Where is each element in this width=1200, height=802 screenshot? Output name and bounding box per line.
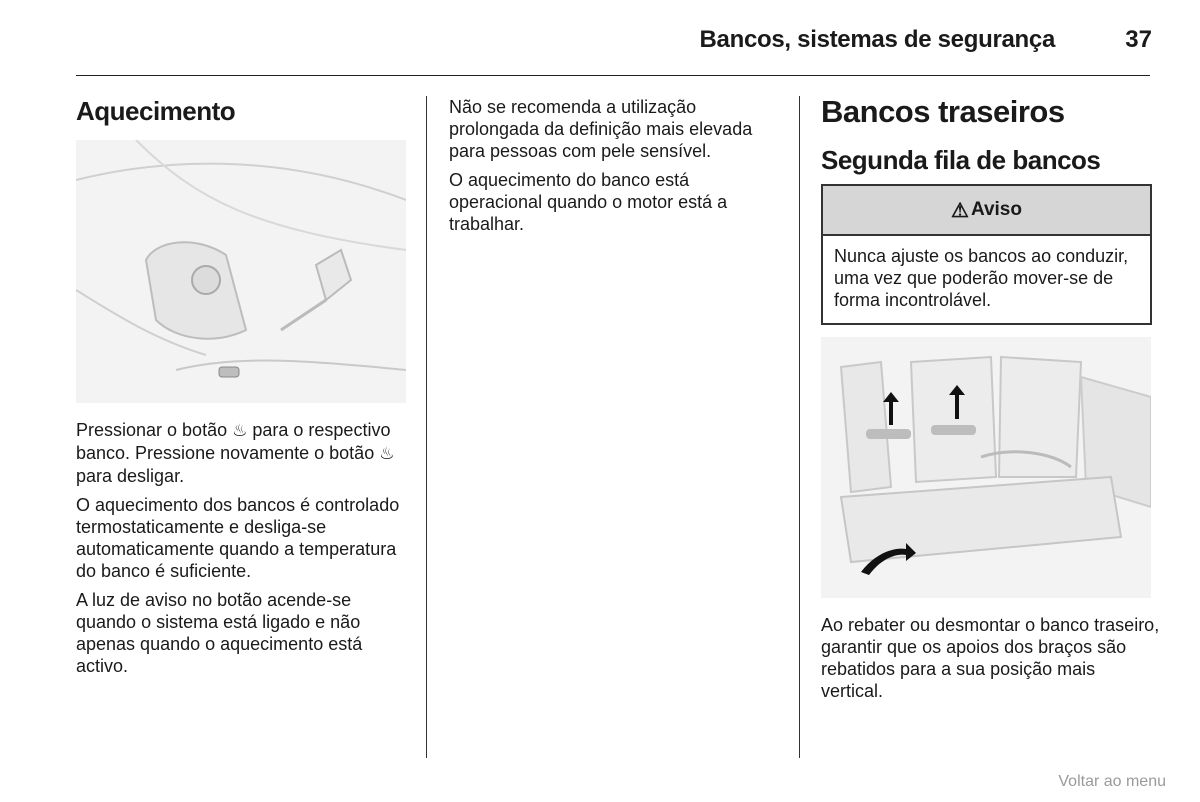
warning-box — [821, 184, 1152, 325]
warning-title: Aviso — [970, 199, 1022, 220]
heating-text — [76, 419, 416, 684]
page-header-title: Bancos, sistemas de segurança — [699, 26, 1055, 53]
header-divider — [76, 75, 1150, 76]
warning-text: Nunca ajuste os bancos ao conduzir, uma vez que poderão mover-se de forma incontrolável. — [834, 246, 1129, 310]
column-divider — [799, 96, 800, 758]
text-fragment: para o respectivo banco. Pressione novamente o botão — [76, 420, 391, 463]
heating-instruction — [76, 419, 416, 487]
paragraph: A luz de aviso no botão acende-se quando o sistema está ligado e não apenas quando o aquecimento está activo. — [76, 590, 363, 676]
page-number: 37 — [1125, 26, 1152, 53]
paragraph: O aquecimento dos bancos é controlado termostaticamente e desliga-se automaticamente quando a temperatura do banco é suficiente. — [76, 495, 400, 581]
seat-heating-illustration — [76, 140, 406, 403]
paragraph: O aquecimento do banco está operacional quando o motor está a trabalhar. — [449, 170, 728, 234]
subsection-heading-second-row: Segunda fila de bancos — [821, 145, 1101, 175]
column-divider — [426, 96, 427, 758]
section-heading-rear-seats: Bancos traseiros — [821, 94, 1065, 129]
back-to-menu-link[interactable]: Voltar ao menu — [1058, 773, 1166, 790]
seat-heating-icon: ♨ — [379, 444, 395, 463]
rear-seats-illustration — [821, 337, 1151, 598]
seat-heating-icon: ♨ — [232, 421, 248, 440]
text-fragment: Pressionar o botão — [76, 420, 228, 440]
section-heading-heating: Aquecimento — [76, 96, 236, 126]
heating-notes — [449, 96, 779, 242]
paragraph: Não se recomenda a utilização prolongada da definição mais elevada para pessoas com pele sensível. — [449, 97, 753, 161]
warning-triangle-icon: ⚠ — [951, 199, 969, 222]
rear-seats-text — [821, 614, 1161, 709]
warning-header — [823, 186, 1150, 236]
paragraph: Ao rebater ou desmontar o banco traseiro, garantir que os apoios dos braços são rebatidos para a sua posição mais vertical. — [821, 615, 1160, 701]
text-fragment: para desligar. — [76, 466, 185, 486]
